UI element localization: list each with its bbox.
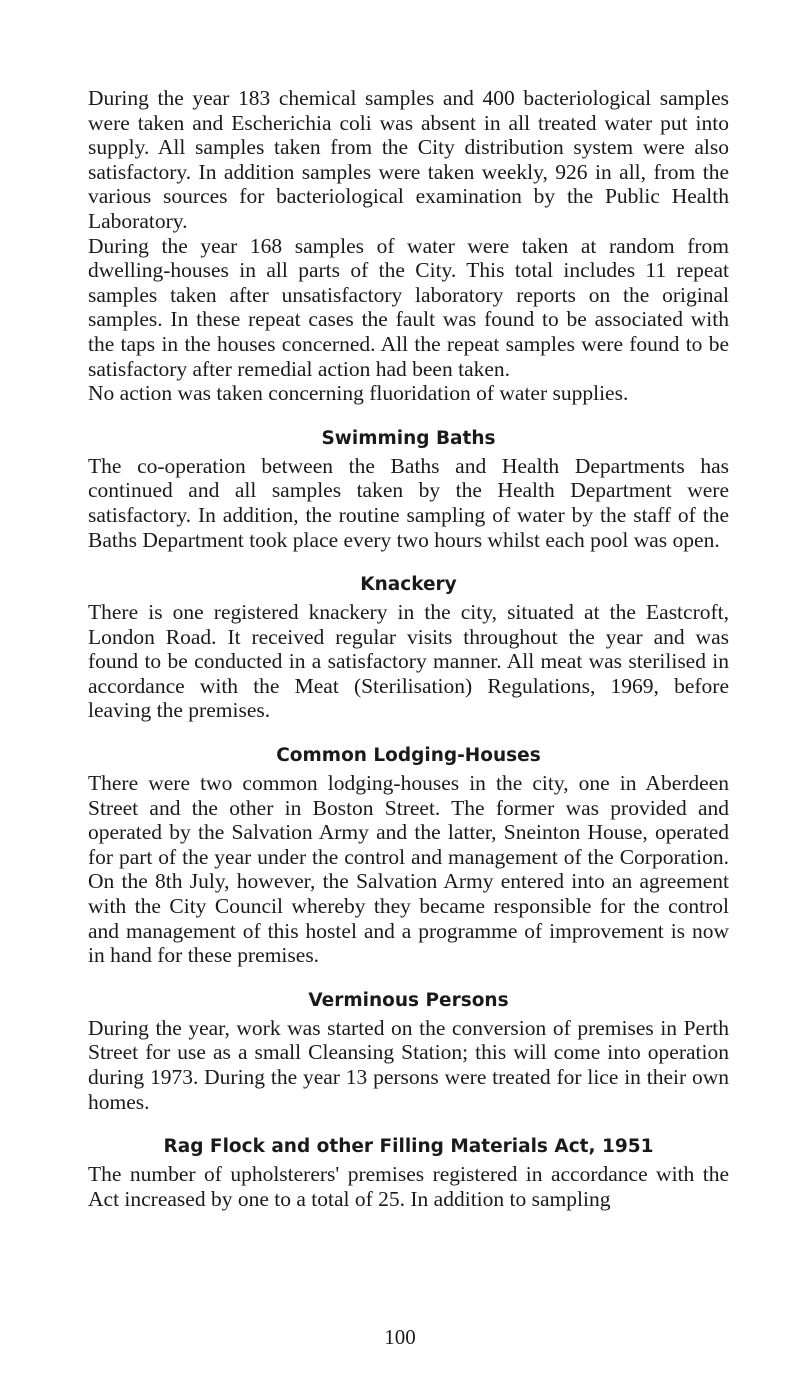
water-sampling-paragraph: During the year 183 chemical samples and 400 bacteriological samples were taken and Escherichia coli was absent in all treated water put into supply. All samples taken from the City distribution system were also satisfactory. In addition samples were taken weekly, 926 in all, from the various sources for bacteriological examination by the Public Health Laboratory. — [88, 86, 729, 233]
knackery-paragraph: There is one registered knackery in the city, situated at the Eastcroft, London Road. It received regular visits throughout the year and was found to be conducted in a satisfactory manner. All meat was sterilised in accordance with the Meat (Sterilisation) Regulations, 1969, before leaving the premises. — [88, 600, 729, 723]
rag-flock-act-heading: Rag Flock and other Filling Materials Act, 1951 — [163, 1136, 654, 1158]
common-lodging-houses-heading: Common Lodging-Houses — [276, 745, 541, 767]
fluoridation-paragraph: No action was taken concerning fluoridation of water supplies. — [88, 381, 629, 406]
verminous-persons-paragraph: During the year, work was started on the conversion of premises in Perth Street for use as a small Cleansing Station; this will come into operation during 1973. During the year 13 persons were treated for lice in their own homes. — [88, 1015, 729, 1114]
verminous-persons-heading: Verminous Persons — [308, 989, 509, 1011]
swimming-baths-heading: Swimming Baths — [321, 427, 496, 449]
dwelling-samples-paragraph: During the year 168 samples of water were taken at random from dwelling-houses in all parts of the City. This total includes 11 repeat samples taken after unsatisfactory laboratory reports on the original samples. In these repeat cases the fault was found to be associated with the taps in the houses concerned. All the repeat samples were found to be satisfactory after remedial action had been taken. — [88, 233, 729, 381]
swimming-baths-paragraph: The co-operation between the Baths and Health Departments has continued and all samples taken by the Health Department were satisfactory. In addition, the routine sampling of water by the staff of the Baths Department took place every two hours whilst each pool was open. — [88, 453, 729, 552]
knackery-heading: Knackery — [360, 574, 457, 596]
rag-flock-act-paragraph: The number of upholsterers' premises registered in accordance with the Act increased by one to a total of 25. In addition to sampling — [88, 1162, 729, 1211]
page-number: 100 — [384, 1325, 416, 1349]
common-lodging-houses-paragraph: There were two common lodging-houses in the city, one in Aberdeen Street and the other in Boston Street. The former was provided and operated by the Salvation Army and the latter, Sneinton House, operated for part of the year under the control and management of the Corporation. On the 8th July, however, the Salvation Army entered into an agreement with the City Council whereby they became responsible for the control and management of this hostel and a programme of improvement is now in hand for these premises. — [88, 771, 729, 968]
document-page — [88, 86, 729, 1211]
